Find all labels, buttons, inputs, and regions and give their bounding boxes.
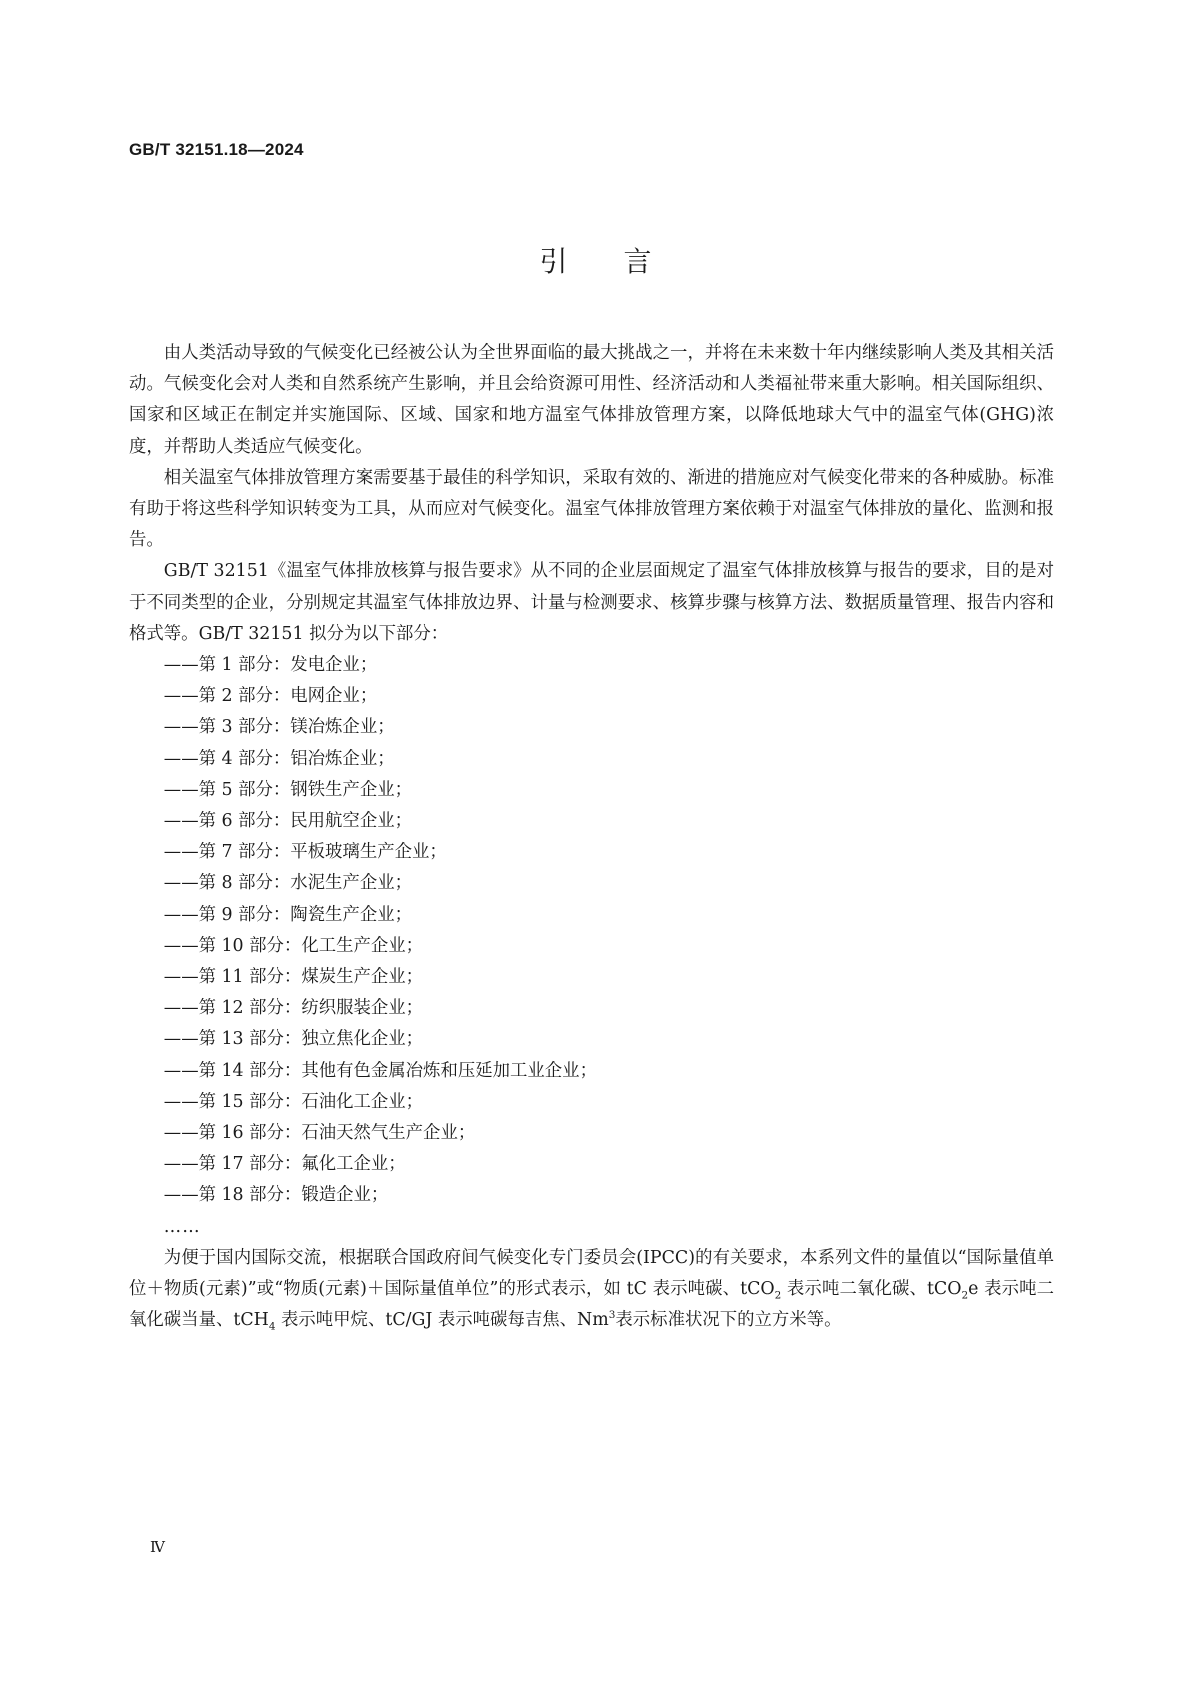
standard-code: GB/T 32151.18—2024 xyxy=(129,140,304,159)
subscript: 4 xyxy=(268,1320,276,1333)
list-item: ——第 14 部分：其他有色金属冶炼和压延加工业企业； xyxy=(163,1060,597,1081)
list-item: ——第 3 部分：镁冶炼企业； xyxy=(163,717,395,738)
list-item: ——第 15 部分：石油化工企业； xyxy=(163,1091,424,1112)
list-item: ——第 17 部分：氟化工企业； xyxy=(163,1154,406,1175)
list-item: ——第 9 部分：陶瓷生产企业； xyxy=(163,904,412,925)
list-item: ——第 5 部分：钢铁生产企业； xyxy=(163,779,412,800)
list-item: ——第 1 部分：发电企业； xyxy=(163,655,378,676)
subscript: 2 xyxy=(961,1289,969,1302)
list-item: ——第 8 部分：水泥生产企业； xyxy=(163,873,412,894)
paragraph-4-text: 表示标准状况下的立方米等。 xyxy=(615,1310,842,1331)
list-item: ——第 2 部分：电网企业； xyxy=(163,686,378,707)
paragraph-3: GB/T 32151《温室气体排放核算与报告要求》从不同的企业层面规定了温室气体排放核算与报告的要求，目的是对于不同类型的企业，分别规定其温室气体排放边界、计量与检测要求、核算步骤与核算方法、数据质量管理、报告内容和格式等。GB/T 32151 拟分为以下部分： xyxy=(129,561,1054,644)
paragraph-1: 由人类活动导致的气候变化已经被公认为全世界面临的最大挑战之一，并将在未来数十年内继续影响人类及其相关活动。气候变化会对人类和自然系统产生影响，并且会给资源可用性、经济活动和人类福祉带来重大影响。相关国际组织、国家和区域正在制定并实施国际、区域、国家和地方温室气体排放管理方案，以降低地球大气中的温室气体(GHG)浓度，并帮助人类适应气候变化。 xyxy=(129,343,1054,457)
list-item: ——第 6 部分：民用航空企业； xyxy=(163,811,412,832)
paragraph-2: 相关温室气体排放管理方案需要基于最佳的科学知识，采取有效的、渐进的措施应对气候变化带来的各种威胁。标准有助于将这些科学知识转变为工具，从而应对气候变化。温室气体排放管理方案依赖于对温室气体排放的量化、监测和报告。 xyxy=(129,467,1054,551)
list-item: ——第 7 部分：平板玻璃生产企业； xyxy=(163,842,447,863)
list-item: ——第 12 部分：纺织服装企业； xyxy=(163,998,424,1019)
list-item: ——第 11 部分：煤炭生产企业； xyxy=(163,967,424,988)
superscript: 3 xyxy=(608,1309,616,1322)
ellipsis: …… xyxy=(163,1216,201,1237)
subscript: 2 xyxy=(774,1289,782,1302)
body-text xyxy=(129,338,1054,1337)
paragraph-4-text: 为便于国内国际交流，根据联合国政府间气候变化专门委员会(IPCC)的有关要求，本系列文件的量值以“国际量值单位＋物质(元素)”或“物质(元素)＋国际量值单位”的形式表示，如 tC 表示吨碳、tCO xyxy=(129,1247,1054,1300)
list-item: ——第 16 部分：石油天然气生产企业； xyxy=(163,1123,476,1144)
paragraph-4 xyxy=(129,1243,1054,1337)
list-item: ——第 18 部分：锻造企业； xyxy=(163,1185,389,1206)
parts-list xyxy=(129,650,1054,1212)
list-item: ——第 10 部分：化工生产企业； xyxy=(163,935,424,956)
list-item: ——第 4 部分：铝冶炼企业； xyxy=(163,748,395,769)
page-title: 引言 xyxy=(539,245,708,278)
paragraph-4-text: e 表示吨二氧化碳当量、tCH xyxy=(129,1279,1054,1331)
paragraph-4-text: 表示吨甲烷、tC/GJ 表示吨碳每吉焦、Nm xyxy=(275,1310,609,1331)
list-item: ——第 13 部分：独立焦化企业； xyxy=(163,1029,424,1050)
page-number: Ⅳ xyxy=(150,1538,165,1556)
paragraph-4-text: 表示吨二氧化碳、tCO xyxy=(781,1279,962,1300)
